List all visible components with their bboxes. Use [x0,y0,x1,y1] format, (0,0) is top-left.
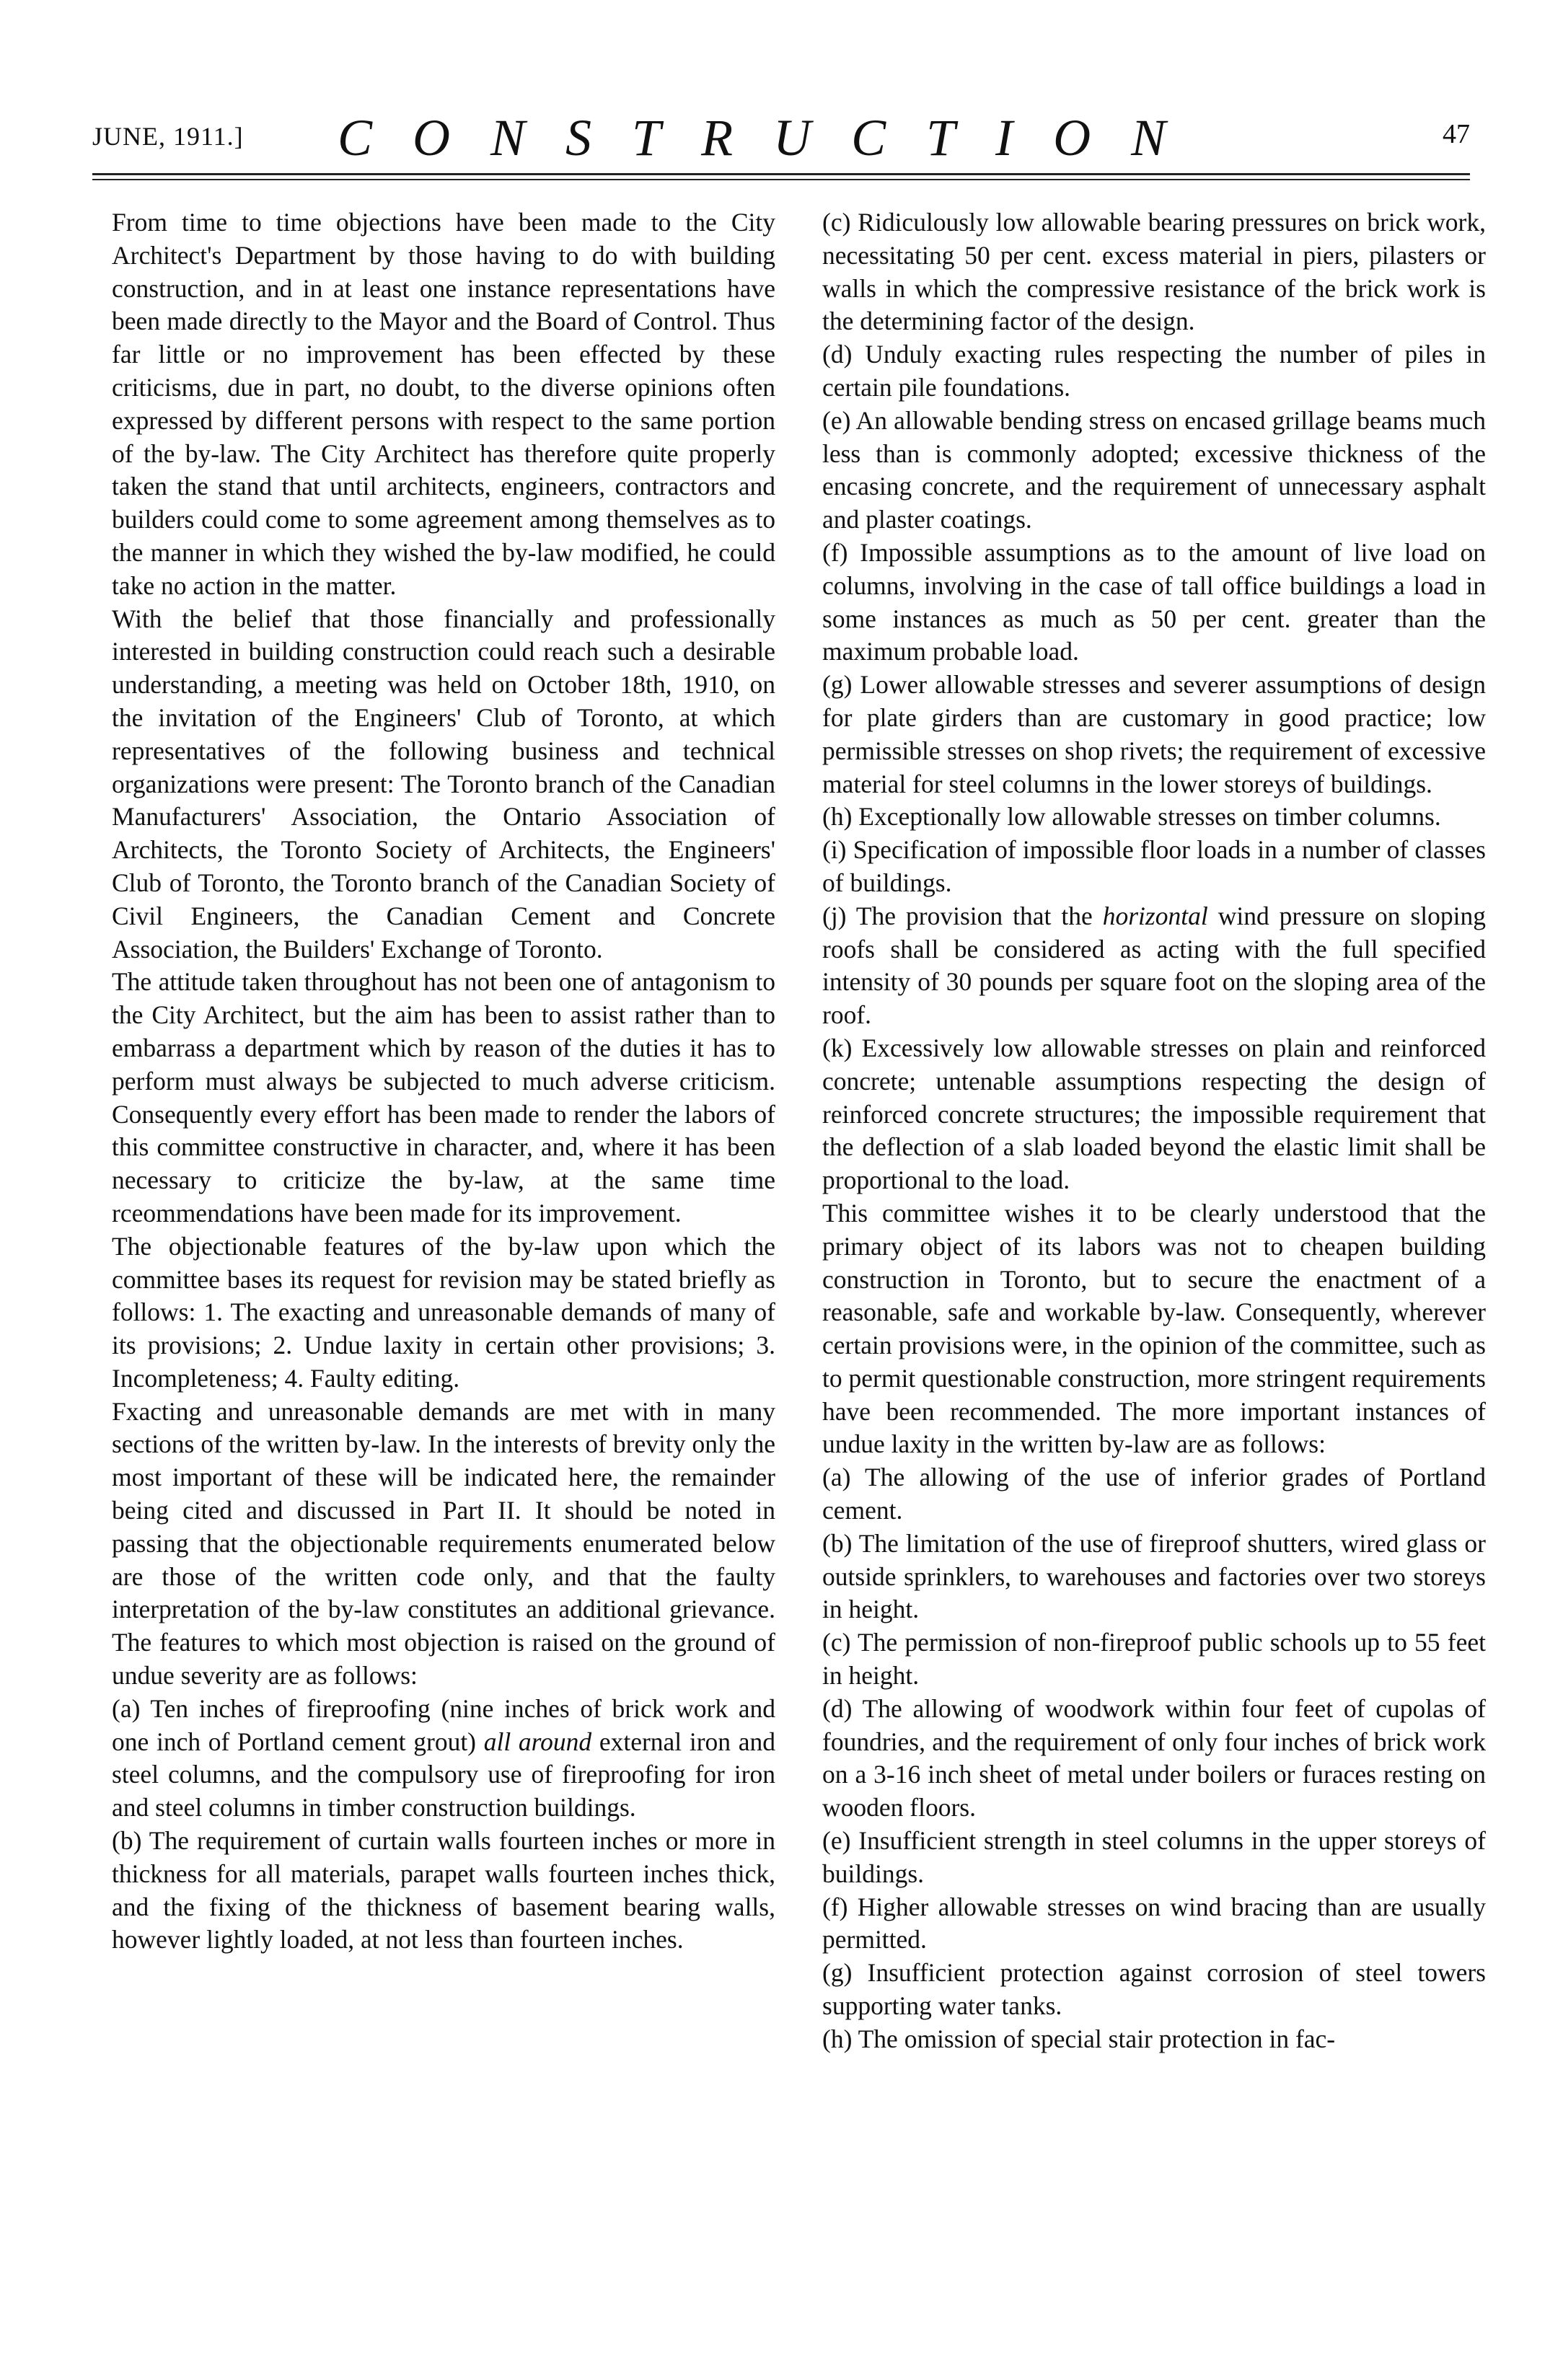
list-item: (f) Impossible assumptions as to the amount of live load on columns, involving in the case of tall office buildings a load in some instances as much as 50 per cent. greater than the maximum probable load. [822,537,1486,666]
item-emphasis: all around [483,1727,592,1756]
list-item: (c) The permission of non-fireproof public schools up to 55 feet in height. [822,1628,1486,1691]
left-column [112,206,775,2269]
list-item: (c) Ridiculously low allowable bearing pressures on brick work, necessitating 50 per cent. excess material in piers, pilasters or walls in which the compressive resistance of the brick work is the determining factor of the design. [822,208,1486,336]
item-text: external iron and steel columns, and the compulsory use of fireproofing for iron and steel columns in timber construction buildings. [112,1727,775,1823]
paragraph: Fxacting and unreasonable demands are met with in many sections of the written by-law. In the interests of brevity only the most important of these will be indicated here, the remainder being cited and discussed in Part II. It should be noted in passing that the objectionable requirements enumerated below are those of the written code only, and that the faulty interpretation of the by-law constitutes an additional grievance. The features to which most objection is raised on the ground of undue severity are as follows: [112,1396,775,1691]
list-item: (i) Specification of impossible floor loads in a number of classes of buildings. [822,835,1486,897]
publication-title: CONSTRUCTION [338,109,1207,167]
list-item: (b) The limitation of the use of fireproof shutters, wired glass or outside sprinklers, to warehouses and factories over two storeys in height. [822,1528,1486,1624]
list-item [822,900,1486,1032]
list-item: (b) The requirement of curtain walls fourteen inches or more in thickness for all materials, parapet walls fourteen inches thick, and the fixing of the thickness of basement bearing walls, however lightly loaded, at not less than fourteen inches. [112,1826,775,1954]
list-item: (g) Lower allowable stresses and severer assumptions of design for plate girders than are customary in good practice; low permissible stresses on shop rivets; the requirement of excessive material for steel columns in the lower storeys of buildings. [822,670,1486,798]
list-item: (h) The omission of special stair protection in fac- [822,2024,1336,2053]
page-number: 47 [1443,119,1470,149]
list-item: (e) Insufficient strength in steel columns in the upper storeys of buildings. [822,1826,1486,1888]
list-item: (a) The allowing of the use of inferior grades of Portland cement. [822,1463,1486,1525]
item-emphasis: horizontal [1102,901,1208,930]
list-item: (e) An allowable bending stress on encased grillage beams much less than is commonly adopted; excessive thickness of the encasing concrete, and the requirement of unnecessary asphalt and plaster coatings. [822,405,1486,534]
list-item: (d) The allowing of woodwork within four feet of cupolas of foundries, and the requirement of only four inches of brick work on a 3-16 inch sheet of metal under boilers or furaces resting on wooden floors. [822,1693,1486,1823]
list-item: (f) Higher allowable stresses on wind bracing than are usually permitted. [822,1892,1486,1954]
list-item [112,1693,775,1825]
right-column [822,206,1486,2269]
list-item: (h) Exceptionally low allowable stresses on timber columns. [822,802,1441,832]
list-item: (g) Insufficient protection against corrosion of steel towers supporting water tanks. [822,1958,1486,2021]
header-rule-bottom [92,179,1470,180]
list-item: (d) Unduly exacting rules respecting the number of piles in certain pile foundations. [822,340,1486,402]
paragraph: The attitude taken throughout has not been one of antagonism to the City Architect, but the aim has been to assist rather than to embarrass a department which by reason of the duties it has to perform must always be subjected to much adverse criticism. Consequently every effort has been made to render the labors of this committee constructive in character, and, where it has been necessary to criticize the by-law, at the same time rceommendations have been made for its improvement. [112,967,775,1228]
item-text: (a) Ten inches of fireproofing (nine inches of brick work and one inch of Portland cement grout) [112,1693,775,1756]
paragraph: With the belief that those financially and professionally interested in building construction could reach such a desirable understanding, a meeting was held on October 18th, 1910, on the invitation of the Engineers' Club of Toronto, at which representatives of the following business and technical organizations were present: The Toronto branch of the Canadian Manufacturers' Association, the Ontario Association of Architects, the Toronto Society of Architects, the Engineers' Club of Toronto, the Toronto branch of the Canadian Society of Civil Engineers, the Canadian Cement and Concrete Association, the Builders' Exchange of Toronto. [112,604,775,964]
issue-date: JUNE, 1911.] [92,122,244,151]
header-rule-top [92,173,1470,175]
paragraph: The objectionable features of the by-law upon which the committee bases its request for revision may be stated briefly as follows: 1. The exacting and unreasonable demands of many of its provisions; 2. Undue laxity in certain other provisions; 3. Incompleteness; 4. Faulty editing. [112,1231,775,1393]
paragraph: From time to time objections have been made to the City Architect's Department by those having to do with building construction, and in at least one instance representations have been made directly to the Mayor and the Board of Control. Thus far little or no improvement has been effected by these criticisms, due in part, no doubt, to the diverse opinions often expressed by different persons with respect to the same portion of the by-law. The City Architect has therefore quite properly taken the stand that until architects, engineers, contractors and builders could come to some agreement among themselves as to the manner in which they wished the by-law modified, he could take no action in the matter. [112,208,775,600]
list-item: (k) Excessively low allowable stresses on plain and reinforced concrete; untenable assumptions respecting the design of reinforced concrete structures; the impossible requirement that the deflection of a slab loaded beyond the elastic limit shall be proportional to the load. [822,1033,1486,1195]
item-text: (j) The provision that the [822,901,1103,930]
item-text: wind pressure on sloping roofs shall be considered as acting with the full specified intensity of 30 pounds per square foot on the sloping area of the roof. [822,901,1486,1030]
running-header [92,108,1470,169]
paragraph: This committee wishes it to be clearly understood that the primary object of its labors was not to cheapen building construction in Toronto, but to secure the enactment of a reasonable, safe and workable by-law. Consequently, wherever certain provisions were, in the opinion of the committee, such as to permit questionable construction, more stringent requirements have been recommended. The more important instances of undue laxity in the written by-law are as follows: [822,1198,1486,1459]
